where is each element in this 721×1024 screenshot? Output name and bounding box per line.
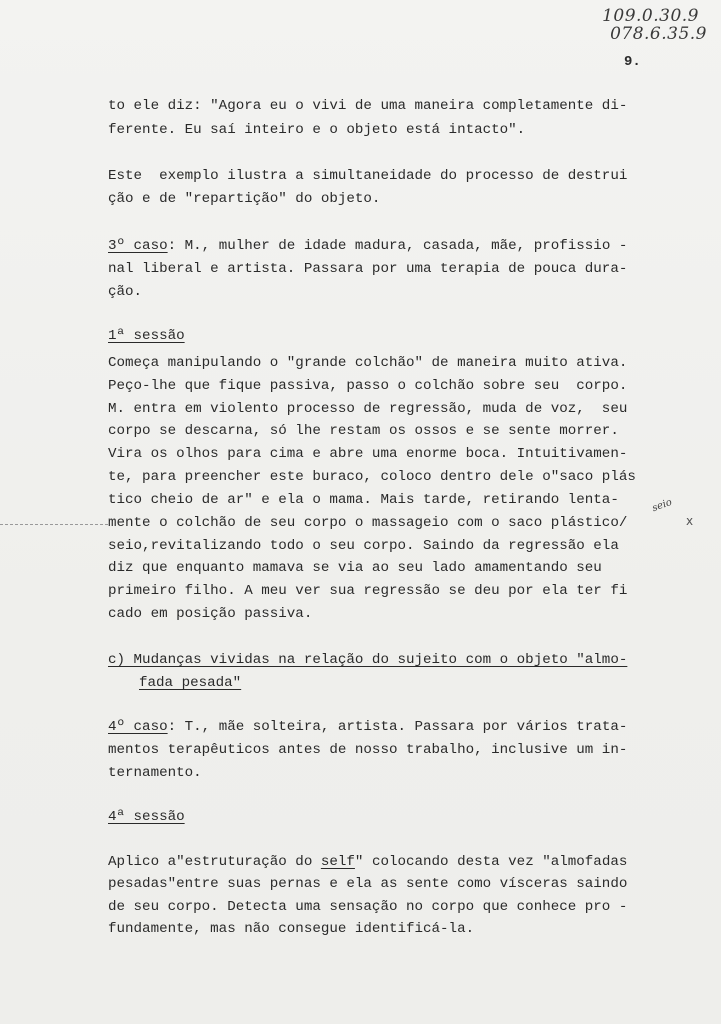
archive-code-1: 109.0.30.9 [602, 6, 699, 26]
section-c-heading: c) Mudanças vividas na relação do sujeito com o objeto "almo- [108, 652, 628, 668]
section-c-heading-cont: fada pesada" [139, 675, 242, 691]
text-line: diz que enquanto mamava se via ao seu lado amamentando seu [108, 560, 602, 576]
case-3-heading: 3º caso [108, 238, 168, 254]
text-line: tico cheio de ar" e ela o mama. Mais tarde, retirando lenta- [108, 492, 619, 508]
text-line: mente o colchão de seu corpo o massageio com o saco plástico/ [108, 515, 628, 531]
text-line: Começa manipulando o "grande colchão" de maneira muito ativa. [108, 355, 628, 371]
text-line: Vira os olhos para cima e abre uma enorme boca. Intuitivamen- [108, 446, 628, 462]
text-span: " colocando desta vez "almofadas [354, 854, 628, 870]
fold-line [0, 524, 108, 525]
text-line: ternamento. [108, 765, 202, 781]
text-line: primeiro filho. A meu ver sua regressão se deu por ela ter fi [108, 583, 628, 599]
page-number: 9. [624, 54, 641, 70]
text-line: cado em posição passiva. [108, 606, 313, 622]
text-span: : M., mulher de idade madura, casada, mãe, profissio - [167, 238, 628, 254]
text-line: ção. [108, 284, 143, 300]
session-4-heading: 4ª sessão [108, 809, 185, 825]
session-1-heading: 1ª sessão [108, 328, 185, 344]
text-line: mentos terapêuticos antes de nosso trabalho, inclusive um in- [108, 742, 628, 758]
text-line: pesadas"entre suas pernas e ela as sente como vísceras saindo [108, 876, 628, 892]
text-line: Peço-lhe que fique passiva, passo o colchão sobre seu corpo. [108, 378, 628, 394]
text-line: de seu corpo. Detecta uma sensação no corpo que conhece pro - [108, 899, 628, 915]
margin-note-word: seio [650, 496, 674, 515]
archive-code-2: 078.6.35.9 [610, 24, 707, 44]
text-line: te, para preencher este buraco, coloco dentro dele o"saco plás [108, 469, 636, 485]
text-line: ção e de "repartição" do objeto. [108, 191, 381, 207]
text-line: M. entra em violento processo de regressão, muda de voz, seu [108, 401, 628, 417]
text-line: ferente. Eu saí inteiro e o objeto está intacto". [108, 122, 526, 138]
text-line: Este exemplo ilustra a simultaneidade do processo de destrui [108, 168, 628, 184]
text-span: Aplico a"estruturação do [108, 854, 321, 870]
self-term: self [320, 854, 355, 870]
text-line: seio,revitalizando todo o seu corpo. Saindo da regressão ela [108, 538, 619, 554]
case-heading-line [108, 717, 627, 737]
margin-note-mark: x [686, 514, 694, 528]
text-line: fundamente, mas não consegue identificá-la. [108, 921, 475, 937]
text-line [108, 852, 627, 872]
text-line: nal liberal e artista. Passara por uma terapia de pouca dura- [108, 261, 628, 277]
text-span: : T., mãe solteira, artista. Passara por vários trata- [167, 719, 628, 735]
text-line: to ele diz: "Agora eu o vivi de uma maneira completamente di- [108, 98, 628, 114]
case-4-heading: 4º caso [108, 719, 168, 735]
case-heading-line [108, 236, 627, 256]
text-line: corpo se descarna, só lhe restam os ossos e se sente morrer. [108, 423, 619, 439]
